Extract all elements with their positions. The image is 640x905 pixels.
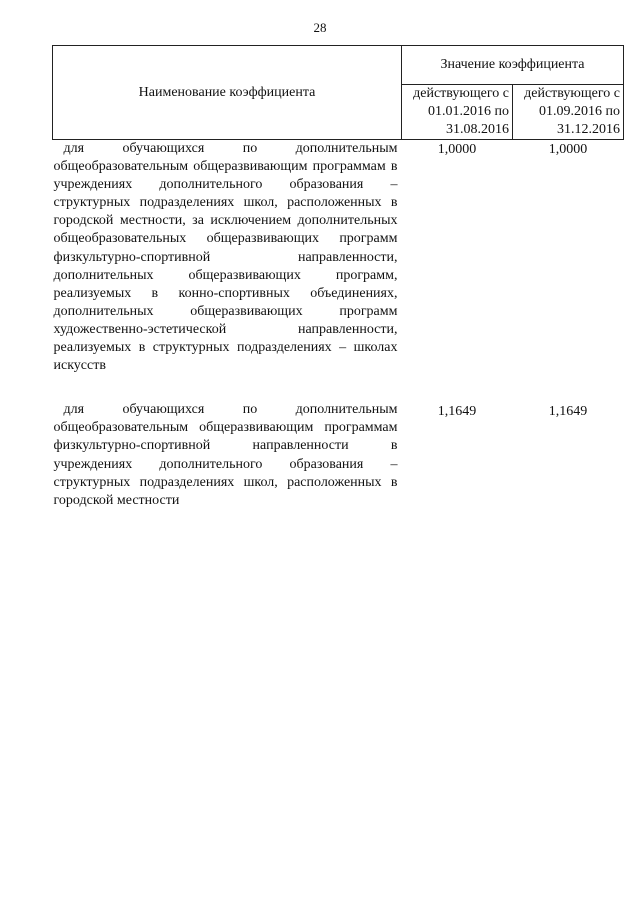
table-row: [53, 140, 624, 402]
page-number: 28: [313, 20, 327, 35]
coefficient-value-period-2: 1,1649: [548, 404, 588, 420]
header-coefficient-value: Значение коэффициента: [402, 46, 624, 85]
coefficient-value-period-2: 1,0000: [548, 142, 588, 157]
table-row: [53, 401, 624, 510]
coefficient-table: [52, 45, 624, 510]
coefficient-description: для обучающихся по дополнительным общеобразовательным общеразвивающим программам физкультурно-спортивной направленности в учреждениях дополнительного образования – структурных подразделениях школ, расположенных в городской местности: [53, 402, 398, 508]
coefficient-description: для обучающихся по дополнительным общеобразовательным общеразвивающим программам в учреждениях дополнительного образования – структурных подразделениях школ, расположенных в городской местности, за исключением дополнительных общеобразовательных общеразвивающих программ физкультурно-спортивной направленности, дополнительных общеразвивающих программ, реализуемых в конно-спортивных объединениях, дополнительных общеразвивающих программ художественно-эстетической направленности, реализуемых в структурных подразделениях – школах искусств: [53, 141, 398, 374]
header-period-1: действующего с 01.01.2016 по 31.08.2016: [402, 85, 513, 140]
coefficient-value-period-1: 1,1649: [437, 404, 477, 420]
header-period-2: действующего с 01.09.2016 по 31.12.2016: [513, 85, 624, 140]
header-coefficient-name: Наименование коэффициента: [53, 46, 402, 140]
coefficient-value-period-1: 1,0000: [437, 142, 477, 157]
